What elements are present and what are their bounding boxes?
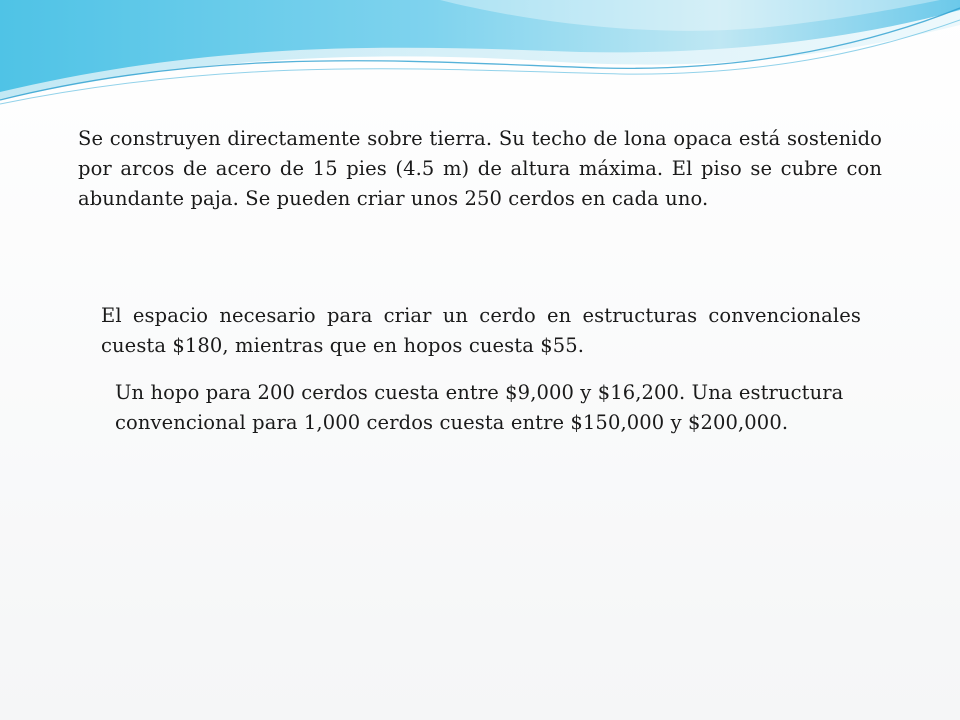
paragraph-construction: Se construyen directamente sobre tierra. Su techo de lona opaca está sostenido por arcos de acero de 15 pies (4.5 m) de altura máxima. El piso se cubre con abundante paja. Se pueden criar unos 250 cerdos en cada uno. [78,127,882,210]
paragraph-structure-cost: Un hopo para 200 cerdos cuesta entre $9,000 y $16,200. Una estructura convencional para 1,000 cerdos cuesta entre $150,000 y $200,000. [115,381,844,434]
wave-header-decoration [0,0,960,110]
paragraph-space-cost: El espacio necesario para criar un cerdo en estructuras convencionales cuesta $180, mientras que en hopos cuesta $55. [101,304,861,357]
